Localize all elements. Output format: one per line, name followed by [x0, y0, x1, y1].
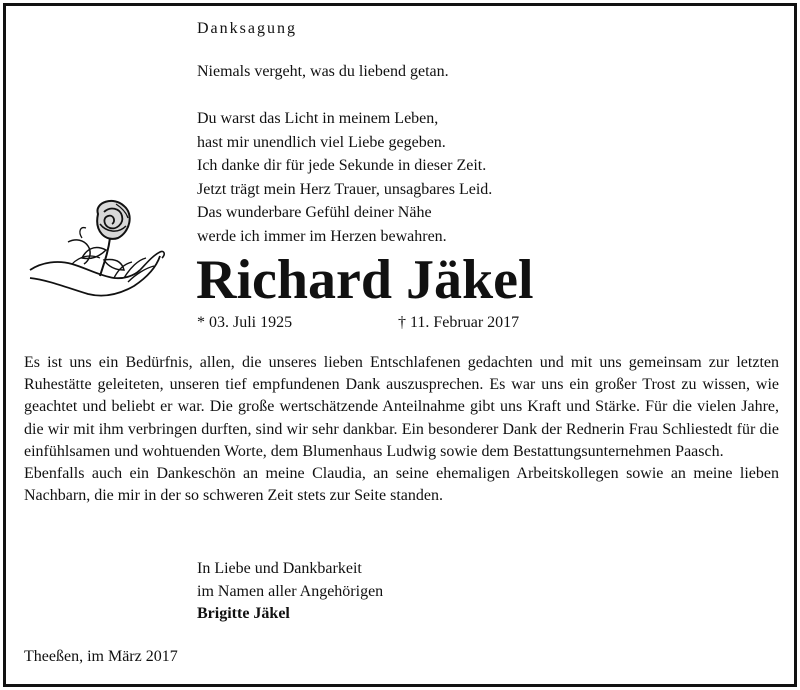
poem — [197, 107, 492, 248]
poem-line: Das wunderbare Gefühl deiner Nähe — [197, 204, 432, 221]
acknowledgement-paragraph: Es ist uns ein Bedürfnis, allen, die unseres lieben Entschlafenen gedachten und mit uns gemeinsam zur letzten Ruhestätte geleiteten, unseren tief empfundenen Dank auszusprechen. Es war uns ein großer Trost zu wissen, wie geachtet und beliebt er war. Die große wertschätzende Anteilnahme gibt uns Kraft und Stärke. Für die vielen Jahre, die wir mit ihm verbringen durften, sind wir sehr dankbar. Ein besonderer Dank der Rednerin Frau Schliestedt für die einfühlsamen und wohtuenden Worte, dem Blumenhaus Ludwig sowie dem Bestattungsunternehmen Paasch. — [24, 354, 779, 460]
poem-line: Du warst das Licht in meinem Leben, — [197, 110, 439, 127]
closing-line: im Namen aller Angehörigen — [197, 582, 384, 600]
acknowledgement-text — [24, 352, 779, 507]
poem-line: Ich danke dir für jede Sekunde in dieser Zeit. — [197, 157, 487, 174]
notice-heading: Danksagung — [197, 20, 297, 37]
motto: Niemals vergeht, was du liebend getan. — [197, 63, 449, 80]
poem-line: hast mir unendlich viel Liebe gegeben. — [197, 133, 446, 151]
closing-line: In Liebe und Dankbarkeit — [197, 560, 362, 577]
birth-date: * 03. Juli 1925 — [197, 314, 293, 331]
rose-in-hands-icon — [28, 198, 168, 313]
signature-block — [197, 558, 383, 626]
death-date: † 11. Februar 2017 — [398, 314, 520, 331]
notice-border — [3, 3, 797, 687]
poem-line: Jetzt trägt mein Herz Trauer, unsagbares Leid. — [197, 180, 493, 198]
place-date: Theeßen, im März 2017 — [24, 648, 178, 665]
poem-line: werde ich immer im Herzen bewahren. — [197, 227, 447, 245]
deceased-name: Richard Jäkel — [196, 249, 534, 311]
signer-name: Brigitte Jäkel — [197, 605, 290, 622]
acknowledgement-paragraph: Ebenfalls auch ein Dankeschön an meine Claudia, an seine ehemaligen Arbeitskollegen sowie an meine lieben Nachbarn, die mir in der so schweren Zeit stets zur Seite standen. — [24, 465, 779, 505]
